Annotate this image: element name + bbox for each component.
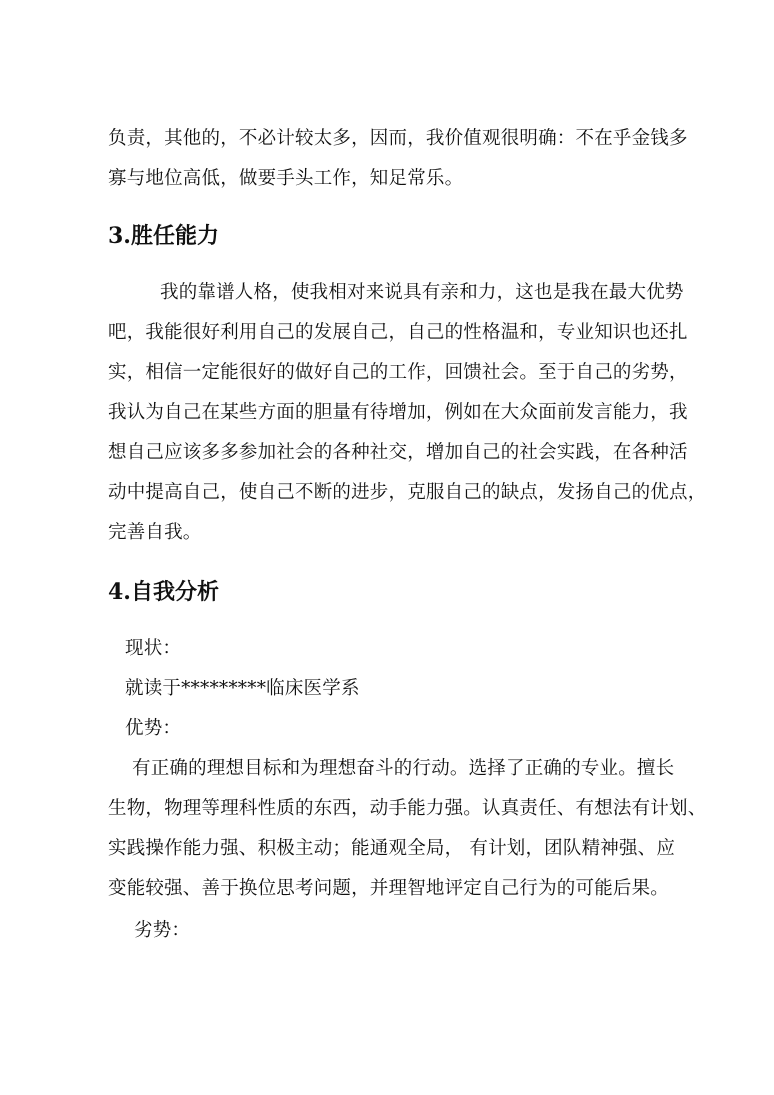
section-3-line-3: 实，相信一定能很好的做好自己的工作，回馈社会。至于自己的劣势， xyxy=(108,362,688,383)
intro-line-1: 负责，其他的，不必计较太多，因而，我价值观很明确：不在乎金钱多 xyxy=(108,128,688,149)
status-value: 就读于*********临床医学系 xyxy=(125,678,360,699)
section-3-line-5: 想自己应该多多参加社会的各种社交，增加自己的社会实践，在各种活 xyxy=(108,442,688,463)
strengths-line-4: 变能较强、善于换位思考问题，并理智地评定自己行为的可能后果。 xyxy=(108,878,670,899)
section-3-heading: 3.胜任能力 xyxy=(108,223,219,249)
section-3-line-4: 我认为自己在某些方面的胆量有待增加，例如在大众面前发言能力，我 xyxy=(108,402,688,423)
section-3-line-6: 动中提高自己，使自己不断的进步，克服自己的缺点，发扬自己的优点， xyxy=(108,482,707,503)
intro-line-2: 寡与地位高低，做要手头工作，知足常乐。 xyxy=(108,168,464,189)
strengths-label: 优势： xyxy=(125,718,182,739)
strengths-line-3: 实践操作能力强、积极主动；能通观全局， 有计划，团队精神强、应 xyxy=(108,838,676,859)
weaknesses-label: 劣势： xyxy=(134,920,191,941)
strengths-line-1: 有正确的理想目标和为理想奋斗的行动。选择了正确的专业。擅长 xyxy=(132,758,675,779)
section-3-line-1: 我的靠谱人格，使我相对来说具有亲和力，这也是我在最大优势 xyxy=(160,282,684,303)
strengths-line-2: 生物，物理等理科性质的东西，动手能力强。认真责任、有想法有计划、 xyxy=(108,798,707,819)
section-4-heading: 4.自我分析 xyxy=(108,579,219,605)
status-label: 现状： xyxy=(125,638,182,659)
section-3-line-7: 完善自我。 xyxy=(108,522,202,543)
section-3-line-2: 吧，我能很好利用自己的发展自己，自己的性格温和，专业知识也还扎 xyxy=(108,322,688,343)
